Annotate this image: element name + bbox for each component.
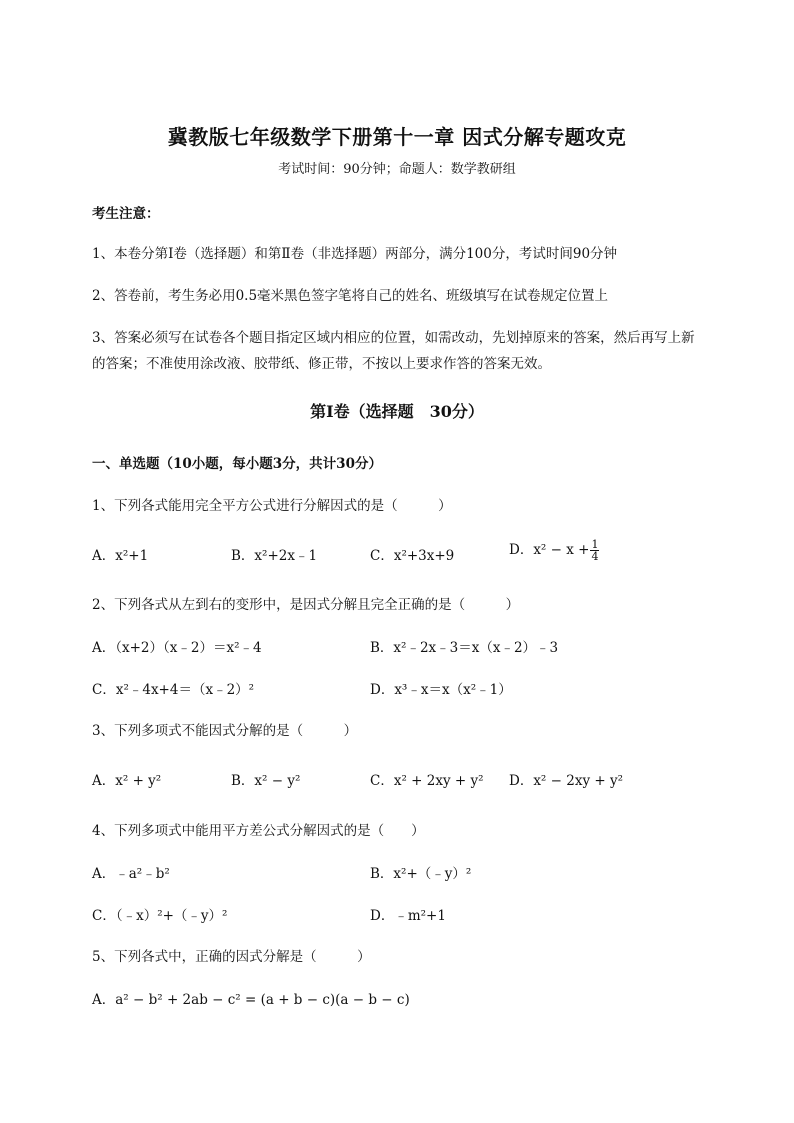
option-b: B．x² − y² xyxy=(231,773,301,789)
option-b: B．x²+2x﹣1 xyxy=(231,548,318,564)
notice-item: 2、答卷前，考生务必用0.5毫米黑色签字笔将自己的姓名、班级填写在试卷规定位置上 xyxy=(92,288,609,304)
option-c: C．x²﹣4x+4＝（x﹣2）² xyxy=(92,682,255,698)
notice-item: 1、本卷分第I卷（选择题）和第Ⅱ卷（非选择题）两部分，满分100分，考试时间90分钟 xyxy=(92,246,618,262)
fraction-numerator: 1 xyxy=(591,538,599,551)
notice-heading: 考生注意： xyxy=(92,206,160,222)
section-title: 第I卷（选择题 30分） xyxy=(310,402,484,421)
option-a: A．x²+1 xyxy=(92,548,149,564)
option-d-text: D．x² − x + xyxy=(509,542,590,558)
option-c: C．（﹣x）²+（﹣y）² xyxy=(92,908,228,924)
exam-info: 考试时间：90分钟；命题人：数学教研组 xyxy=(278,162,516,177)
notice-item: 的答案；不准使用涂改液、胶带纸、修正带，不按以上要求作答的答案无效。 xyxy=(92,356,551,372)
question-stem: 3、下列多项式不能因式分解的是（ ） xyxy=(92,723,358,739)
option-a: A．﹣a²﹣b² xyxy=(92,866,170,882)
option-c: C．x² + 2xy + y² xyxy=(370,773,484,789)
fraction xyxy=(590,539,599,562)
option-a: A．a² − b² + 2ab − c² = (a + b − c)(a − b − c) xyxy=(92,992,410,1008)
question-stem: 5、下列各式中，正确的因式分解是（ ） xyxy=(92,949,371,965)
option-d: D．x² − 2xy + y² xyxy=(509,773,624,789)
option-d: D．﹣m²+1 xyxy=(370,908,446,924)
option-b: B．x²+（﹣y）² xyxy=(370,866,472,882)
page-title: 冀教版七年级数学下册第十一章 因式分解专题攻克 xyxy=(167,125,627,149)
option-b: B．x²﹣2x﹣3＝x（x﹣2）﹣3 xyxy=(370,640,559,656)
question-stem: 1、下列各式能用完全平方公式进行分解因式的是（ ） xyxy=(92,498,452,514)
fraction-denominator: 4 xyxy=(591,550,599,563)
option-d: D．x³﹣x＝x（x²﹣1） xyxy=(370,682,512,698)
option-d xyxy=(509,538,599,562)
notice-item: 3、答案必须写在试卷各个题目指定区域内相应的位置，如需改动，先划掉原来的答案，然后再写上新 xyxy=(92,330,695,346)
option-a: A．x² + y² xyxy=(92,773,162,789)
part-heading: 一、单选题（10小题，每小题3分，共计30分） xyxy=(92,456,382,472)
question-stem: 2、下列各式从左到右的变形中，是因式分解且完全正确的是（ ） xyxy=(92,597,520,613)
question-stem: 4、下列多项式中能用平方差公式分解因式的是（ ） xyxy=(92,823,425,839)
option-a: A．（x+2）（x﹣2）＝x²﹣4 xyxy=(92,640,262,656)
option-c: C．x²+3x+9 xyxy=(370,548,455,564)
